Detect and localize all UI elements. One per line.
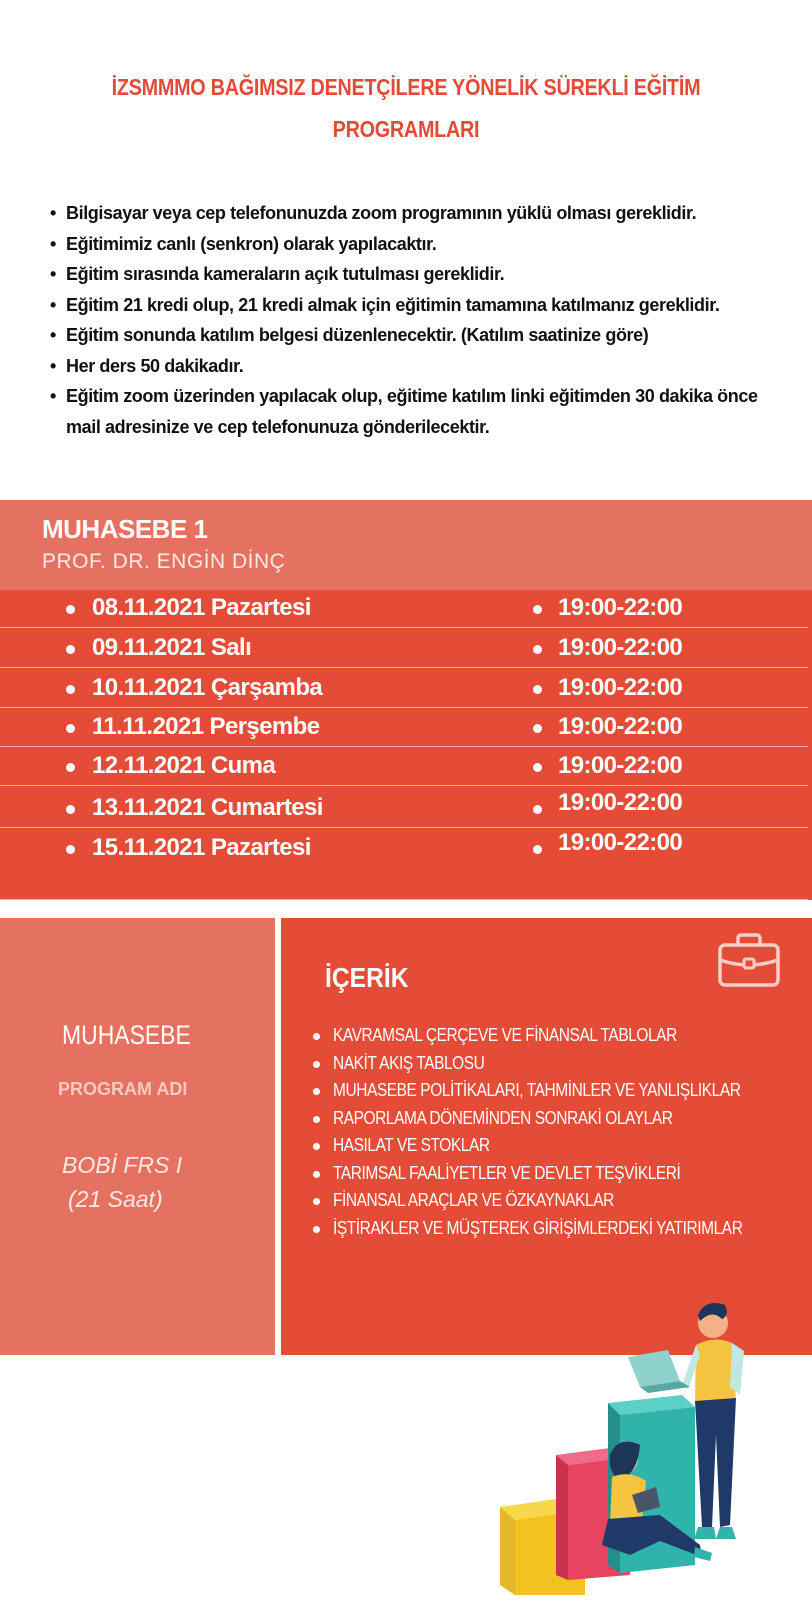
schedule-date: 10.11.2021 Çarşamba (92, 674, 323, 701)
notes-list (50, 198, 770, 442)
page-title-line1: İZSMMMO BAĞIMSIZ DENETÇİLERE YÖNELİK SÜREKLİ EĞİTİM (111, 74, 701, 100)
topic-item (311, 1105, 809, 1133)
topic-label: FİNANSAL ARAÇLAR VE ÖZKAYNAKLAR (333, 1190, 614, 1210)
schedule-row (0, 670, 812, 708)
course-instructor: PROF. DR. ENGİN DİNÇ (42, 550, 286, 573)
page-title-line2: PROGRAMLARI (332, 116, 480, 142)
topic-label: HASILAT VE STOKLAR (333, 1135, 490, 1155)
program-panel (0, 918, 275, 1355)
bullet-icon (533, 645, 542, 654)
bullet-icon (66, 645, 75, 654)
schedule-time: 19:00-22:00 (558, 634, 683, 661)
bullet-icon (533, 805, 542, 814)
bullet-icon (66, 685, 75, 694)
schedule-time: 19:00-22:00 (558, 789, 683, 816)
topic-label: TARIMSAL FAALİYETLER VE DEVLET TEŞVİKLERİ (333, 1162, 681, 1183)
topic-item (311, 1215, 809, 1243)
topic-item (311, 1132, 809, 1160)
course-header (0, 500, 812, 590)
topic-item (311, 1077, 809, 1105)
program-name: MUHASEBE (62, 1020, 191, 1050)
bullet-icon (533, 685, 542, 694)
topic-label: NAKİT AKIŞ TABLOSU (333, 1052, 485, 1073)
schedule-time: 19:00-22:00 (558, 829, 683, 856)
schedule-date: 13.11.2021 Cumartesi (92, 794, 323, 821)
topic-item (311, 1160, 809, 1188)
schedule-date: 09.11.2021 Salı (92, 634, 252, 661)
row-divider (0, 746, 808, 747)
course-title: MUHASEBE 1 (42, 514, 208, 544)
row-divider (0, 707, 808, 708)
topic-label: MUHASEBE POLİTİKALARI, TAHMİNLER VE YANLIŞLIKLAR (333, 1080, 741, 1100)
bullet-icon (533, 763, 542, 772)
row-divider (0, 827, 808, 828)
bullet-icon (66, 605, 75, 614)
note-item: • Eğitim sırasında kameraların açık tutulması gereklidir. (50, 259, 770, 290)
note-item: • Bilgisayar veya cep telefonunuzda zoom programının yüklü olması gereklidir. (50, 198, 770, 229)
program-desc-line1: BOBİ FRS I (62, 1152, 183, 1178)
bullet-icon (66, 805, 75, 814)
row-divider (0, 899, 808, 900)
topic-label: İŞTİRAKLER VE MÜŞTEREK GİRİŞİMLERDEKİ YATIRIMLAR (333, 1217, 743, 1238)
bullet-icon (533, 605, 542, 614)
schedule-time: 19:00-22:00 (558, 752, 683, 779)
content-panel (281, 918, 812, 1355)
schedule-row (0, 590, 812, 628)
row-divider (0, 785, 808, 786)
schedule-time: 19:00-22:00 (558, 713, 683, 740)
topic-label: RAPORLAMA DÖNEMİNDEN SONRAKİ OLAYLAR (333, 1107, 673, 1128)
program-description (62, 1148, 182, 1216)
note-item: • Eğitimimiz canlı (senkron) olarak yapılacaktır. (50, 229, 770, 260)
note-item: • Her ders 50 dakikadır. (50, 351, 770, 382)
schedule-table (0, 590, 812, 900)
briefcase-icon (717, 932, 781, 990)
schedule-date: 15.11.2021 Pazartesi (92, 834, 311, 861)
bullet-icon (533, 724, 542, 733)
schedule-date: 12.11.2021 Cuma (92, 752, 276, 779)
page-title (108, 66, 703, 150)
note-item: • Eğitim sonunda katılım belgesi düzenlenecektir. (Katılım saatinize göre) (50, 320, 770, 351)
schedule-row (0, 709, 812, 747)
row-divider (0, 627, 808, 628)
note-item: • Eğitim zoom üzerinden yapılacak olup, eğitime katılım linki eğitimden 30 dakika önce mail adresinize ve cep telefonunuza gönderilecektir. (50, 381, 770, 442)
people-laptop-illustration (490, 1295, 760, 1595)
content-title: İÇERİK (325, 962, 409, 993)
program-desc-line2: (21 Saat) (68, 1186, 163, 1212)
row-divider (0, 667, 808, 668)
topics-list (311, 1022, 809, 1242)
topic-item (311, 1022, 809, 1050)
schedule-footer-divider (0, 862, 812, 900)
schedule-time: 19:00-22:00 (558, 674, 683, 701)
schedule-row (0, 630, 812, 668)
schedule-time: 19:00-22:00 (558, 594, 683, 621)
schedule-date: 08.11.2021 Pazartesi (92, 594, 311, 621)
topic-item (311, 1187, 809, 1215)
note-item: • Eğitim 21 kredi olup, 21 kredi almak için eğitimin tamamına katılmanız gereklidir. (50, 290, 770, 321)
schedule-date: 11.11.2021 Perşembe (92, 713, 320, 740)
bullet-icon (66, 724, 75, 733)
topic-item (311, 1050, 809, 1078)
bullet-icon (533, 845, 542, 854)
bullet-icon (66, 845, 75, 854)
schedule-row (0, 790, 812, 828)
bullet-icon (66, 763, 75, 772)
program-label: PROGRAM ADI (58, 1079, 188, 1099)
schedule-row (0, 748, 812, 786)
topic-label: KAVRAMSAL ÇERÇEVE VE FİNANSAL TABLOLAR (333, 1025, 677, 1045)
